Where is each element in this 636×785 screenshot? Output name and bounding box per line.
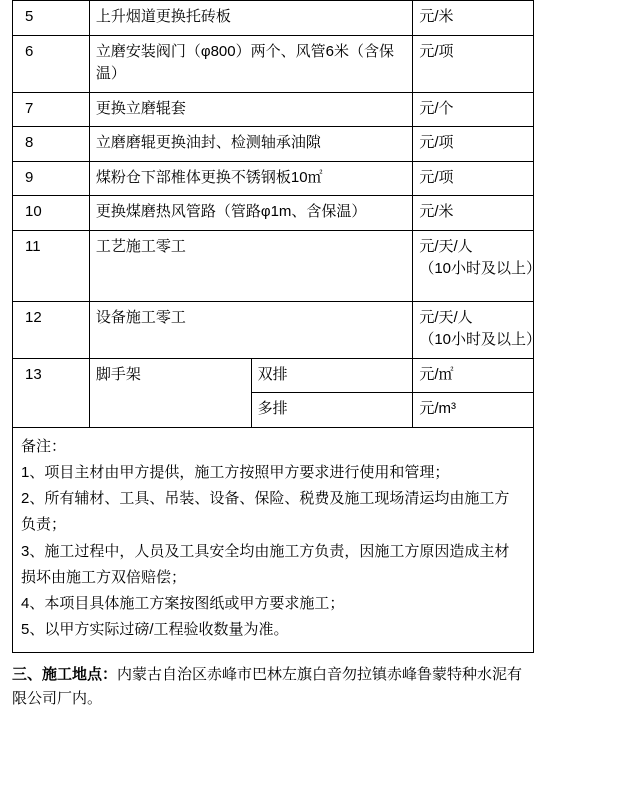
row-description: 上升烟道更换托砖板 [89,1,412,36]
notes-block [12,428,534,653]
row-unit: 元/米 [413,196,534,231]
table-row [13,1,534,36]
section-construction-site [12,663,536,713]
table-row [13,301,534,358]
row-description: 设备施工零工 [89,301,412,358]
row-number: 5 [13,1,90,36]
table-row [13,358,534,393]
row-description: 煤粉仓下部椎体更换不锈钢板10㎡ [89,161,412,196]
unit-line: 元/天/人 [419,308,473,326]
row-number: 8 [13,127,90,162]
row-number: 13 [13,358,90,427]
unit-line: （10小时及以上） [419,260,542,277]
row-description: 工艺施工零工 [89,230,412,301]
row-unit [413,301,542,358]
row-unit: 元/个 [413,92,534,127]
row-number: 6 [13,35,90,92]
row-description: 脚手架 [89,358,251,427]
price-table [12,0,542,428]
row-description: 更换煤磨热风管路（管路φ1m、含保温） [89,196,412,231]
unit-line: 元/天/人 [419,237,473,255]
row-number: 10 [13,196,90,231]
row-unit [413,230,542,301]
note-item: 1、项目主材由甲方提供，施工方按照甲方要求进行使用和管理； [21,463,450,481]
table-body [13,1,542,428]
note-item: 3、施工过程中，人员及工具安全均由施工方负责，因施工方原因造成主材损坏由施工方双倍赔偿； [21,542,510,586]
row-unit: 元/m³ [413,393,534,428]
row-description: 立磨磨辊更换油封、检测轴承油隙 [89,127,412,162]
row-unit: 元/项 [413,161,534,196]
note-item: 5、以甲方实际过磅/工程验收数量为准。 [21,621,289,639]
table-row [13,127,534,162]
section-text: 内蒙古自治区赤峰市巴林左旗白音勿拉镇赤峰鲁蒙特种水泥有限公司厂内。 [12,665,523,708]
row-description: 更换立磨辊套 [89,92,412,127]
row-unit: 元/米 [413,1,534,36]
row-subitem: 双排 [251,358,413,393]
section-heading: 三、施工地点： [12,665,118,683]
unit-line: （10小时及以上） [419,331,542,348]
row-subitem: 多排 [251,393,413,428]
row-number: 7 [13,92,90,127]
row-unit: 元/项 [413,35,534,92]
table-row [13,196,534,231]
table-row [13,35,534,92]
row-number: 9 [13,161,90,196]
table-row [13,92,534,127]
row-description: 立磨安装阀门（φ800）两个、风管6米（含保温） [89,35,412,92]
table-row [13,230,534,301]
note-item: 2、所有辅材、工具、吊装、设备、保险、税费及施工现场清运均由施工方负责； [21,490,510,534]
notes-title: 备注： [21,437,67,455]
row-unit: 元/项 [413,127,534,162]
row-number: 12 [13,301,90,358]
table-row [13,161,534,196]
note-item: 4、本项目具体施工方案按图纸或甲方要求施工； [21,595,345,612]
row-unit: 元/㎡ [413,358,534,393]
row-number: 11 [13,230,90,301]
